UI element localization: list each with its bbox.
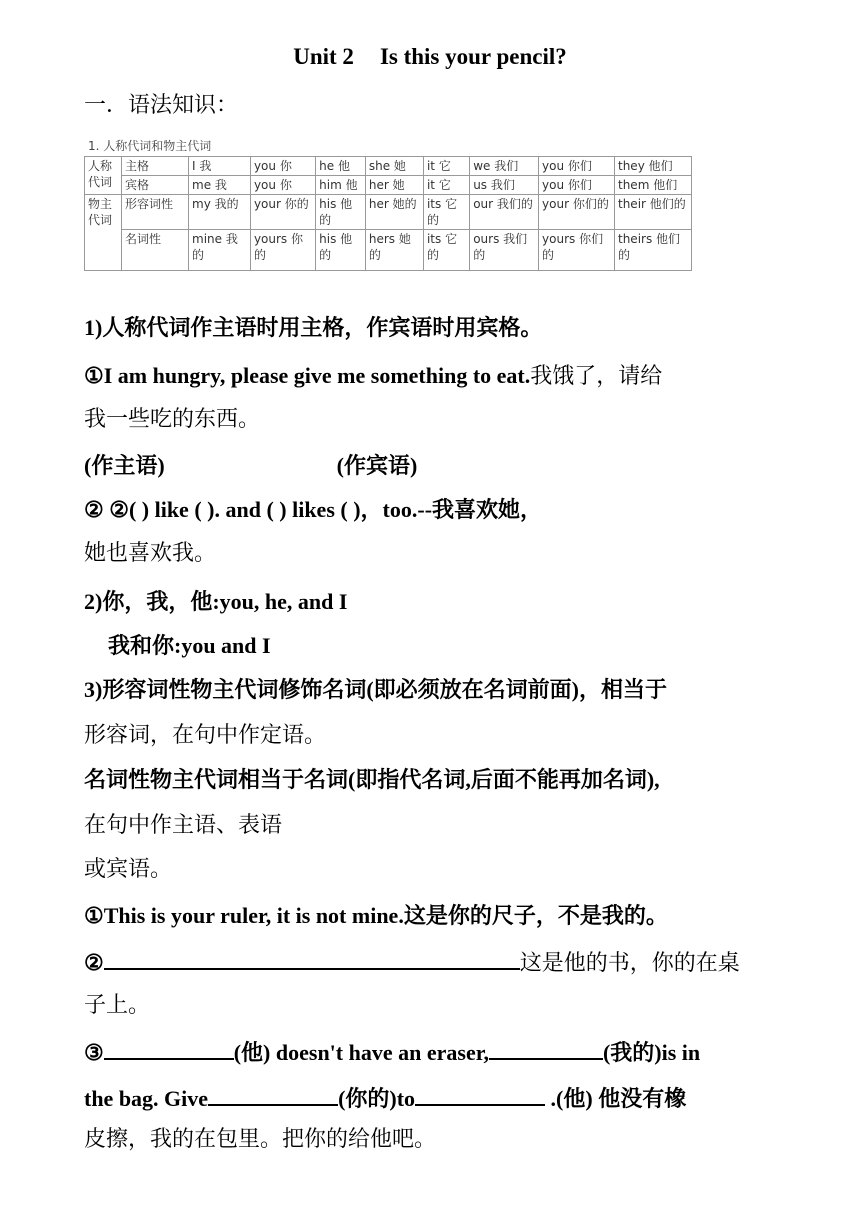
blank-line[interactable] [208, 1082, 338, 1106]
unit-label: Unit 2 [293, 44, 354, 69]
table-cell: he 他 [316, 157, 366, 176]
table-cell: them 他们 [615, 176, 692, 195]
pronoun-table-image [84, 136, 696, 300]
example-5-end: 皮擦，我的在包里。把你的给他吧。 [84, 1127, 437, 1152]
example-2: ② ②( ) like ( ). and ( ) likes ( )，too.--我喜欢她， [84, 497, 543, 522]
pronoun-table [84, 156, 692, 271]
example-5: ③ (他) doesn't have an eraser, (我的)is in [84, 1036, 784, 1068]
table-cell: her 她 [365, 176, 423, 195]
example-5-cont: the bag. Give (你的)to .(他) 他没有橡 [84, 1082, 784, 1114]
table-cell: our 我们的 [470, 195, 539, 230]
table-row [85, 176, 692, 195]
example-2-cont: 她也喜欢我。 [84, 541, 217, 566]
rule-2-cont: 我和你:you and I [108, 633, 271, 658]
table-cell: me 我 [189, 176, 251, 195]
table-cell: ours 我们的 [470, 230, 539, 271]
table-cell: its 它的 [423, 230, 469, 271]
table-cell: your 你的 [250, 195, 315, 230]
row-type-label: 主格 [122, 157, 189, 176]
blank-line[interactable] [489, 1036, 603, 1060]
table-row [85, 230, 692, 271]
example-3: ①This is your ruler, it is not mine.这是你的尺子，不是我的。 [84, 903, 668, 928]
rule-3b-end: 或宾语。 [84, 857, 173, 882]
example-1-cont: 我一些吃的东西。 [84, 407, 261, 432]
row-type-label: 形容词性 [122, 195, 189, 230]
table-cell: yours 你们的 [539, 230, 615, 271]
rule-3-cont: 形容词，在句中作定语。 [84, 723, 327, 748]
example-4-cont: 子上。 [84, 993, 151, 1018]
blank-line[interactable] [415, 1082, 545, 1106]
table-cell: their 他们的 [615, 195, 692, 230]
table-cell: it 它 [423, 157, 469, 176]
row-type-label: 宾格 [122, 176, 189, 195]
table-cell: we 我们 [470, 157, 539, 176]
blank-line[interactable] [104, 1036, 234, 1060]
rule-1: 1)人称代词作主语时用主格，作宾语时用宾格。 [84, 315, 543, 340]
row-group-label: 人称代词 [85, 157, 122, 195]
table-cell: mine 我的 [189, 230, 251, 271]
table-cell: him 他 [316, 176, 366, 195]
table-cell: it 它 [423, 176, 469, 195]
example-1-notes: (作主语) (作宾语) [84, 453, 418, 478]
rule-2: 2)你，我，他:you, he, and I [84, 589, 348, 614]
table-cell: you 你们 [539, 176, 615, 195]
table-cell: theirs 他们的 [615, 230, 692, 271]
table-cell: you 你 [250, 176, 315, 195]
row-type-label: 名词性 [122, 230, 189, 271]
table-cell: hers 她的 [365, 230, 423, 271]
table-cell: my 我的 [189, 195, 251, 230]
example-1: ①I am hungry, please give me something to eat.我饿了，请给 [84, 363, 663, 389]
table-cell: its 它的 [423, 195, 469, 230]
table-cell: your 你们的 [539, 195, 615, 230]
table-cell: yours 你的 [250, 230, 315, 271]
table-cell: she 她 [365, 157, 423, 176]
table-row [85, 195, 692, 230]
table-cell: his 他的 [316, 195, 366, 230]
table-cell: you 你们 [539, 157, 615, 176]
table-cell: his 他的 [316, 230, 366, 271]
table-caption: 1. 人称代词和物主代词 [88, 139, 212, 153]
rule-3b: 名词性物主代词相当于名词(即指代名词,后面不能再加名词), [84, 767, 660, 792]
rule-3b-cont: 在句中作主语、表语 [84, 813, 283, 838]
page-title [0, 44, 860, 70]
table-cell: I 我 [189, 157, 251, 176]
table-row [85, 157, 692, 176]
table-cell: they 他们 [615, 157, 692, 176]
rule-3: 3)形容词性物主代词修饰名词(即必须放在名词前面)，相当于 [84, 677, 667, 702]
table-cell: her 她的 [365, 195, 423, 230]
row-group-label: 物主代词 [85, 195, 122, 271]
title-text: Is this your pencil? [379, 44, 567, 69]
section-heading: 一．语法知识： [84, 93, 239, 118]
table-cell: you 你 [250, 157, 315, 176]
blank-line[interactable] [104, 946, 520, 970]
table-cell: us 我们 [470, 176, 539, 195]
example-4: ② 这是他的书，你的在桌 [84, 946, 784, 978]
